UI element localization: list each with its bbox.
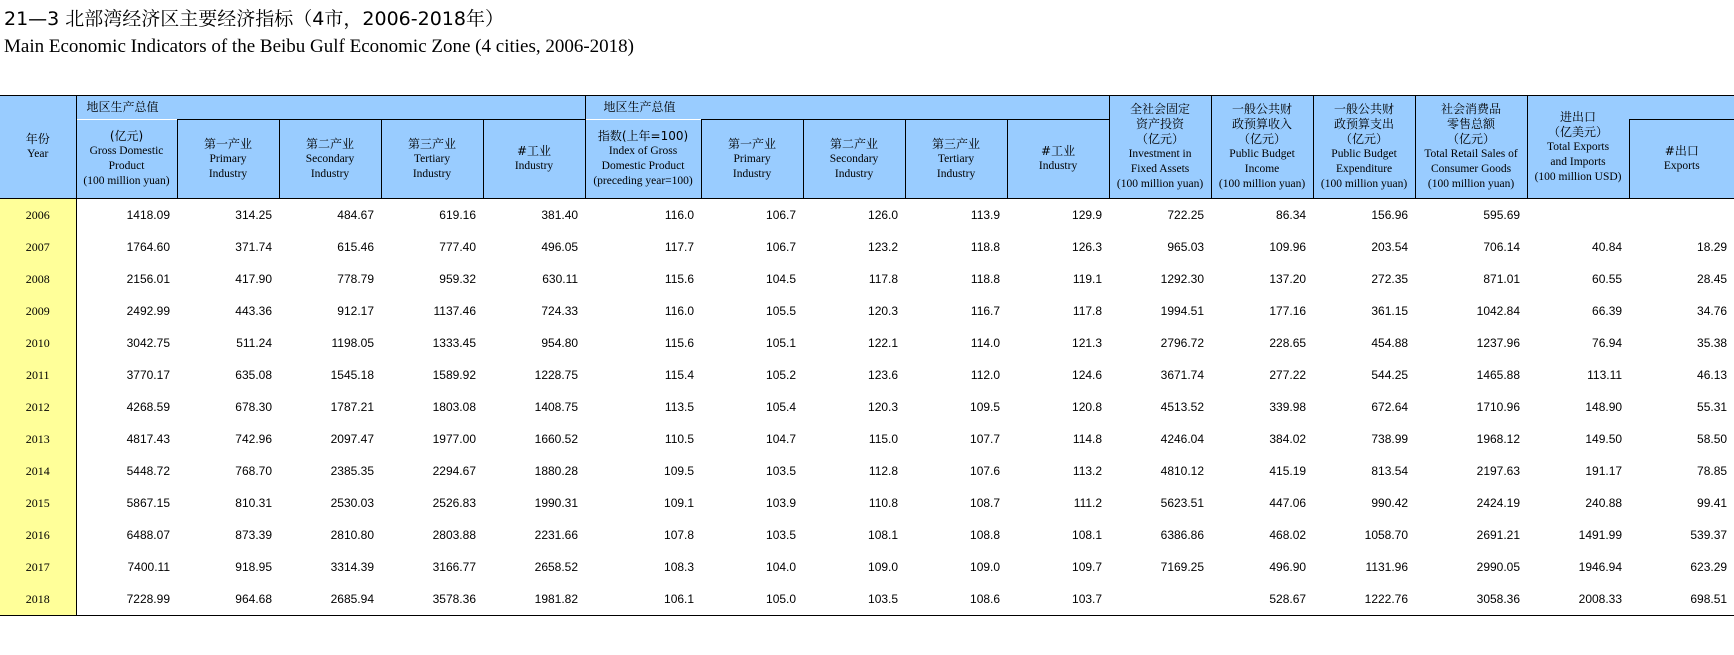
- value-cell: 46.13: [1697, 368, 1728, 382]
- value-cell: 117.8: [868, 272, 899, 286]
- table-row: [0, 263, 1734, 295]
- table-title-english: Main Economic Indicators of the Beibu Gulf Economic Zone (4 cities, 2006-2018): [4, 36, 635, 57]
- gdp-header: (亿元) Gross Domestic Product (100 million yuan): [76, 120, 177, 199]
- value-cell: 110.8: [868, 496, 899, 510]
- year-header: [0, 96, 76, 199]
- value-cell: 1465.88: [1476, 368, 1521, 382]
- value-cell: 123.6: [868, 368, 899, 382]
- year-cell: 2009: [0, 295, 76, 327]
- budget-expenditure-header: 一般公共财 政预算支出 （亿元） Public Budget Expenditure (100 million yuan): [1313, 96, 1415, 199]
- value-cell: 120.3: [868, 400, 899, 414]
- value-cell: 5623.51: [1160, 496, 1205, 510]
- value-cell: 272.35: [1371, 272, 1409, 286]
- value-cell: 123.2: [868, 240, 899, 254]
- gdp-header-cn1: 地区生产总值: [86, 100, 159, 114]
- value-cell: 103.7: [1007, 583, 1109, 616]
- value-cell: 105.4: [766, 400, 797, 414]
- year-cell: 2012: [0, 391, 76, 423]
- value-cell: 119.1: [1072, 272, 1103, 286]
- value-cell: 539.37: [1690, 528, 1728, 542]
- trade-header: 进出口 （亿美元） Total Exports and Imports (100 million USD): [1527, 96, 1629, 199]
- value-cell: 40.84: [1592, 240, 1623, 254]
- value-cell: 2990.05: [1476, 560, 1521, 574]
- gdp-index-header: 指数(上年=100) Index of Gross Domestic Product (preceding year=100): [585, 120, 701, 199]
- value-cell: 6488.07: [126, 528, 170, 542]
- year-cell: 2008: [0, 263, 76, 295]
- value-cell: 672.64: [1371, 400, 1409, 414]
- retail-sales-header: 社会消费品 零售总额 （亿元） Total Retail Sales of Consumer Goods (100 million yuan): [1415, 96, 1527, 199]
- value-cell: 768.70: [235, 464, 272, 478]
- value-cell: 777.40: [439, 240, 476, 254]
- value-cell: 3042.75: [126, 336, 170, 350]
- value-cell: 1981.82: [483, 583, 585, 616]
- value-cell: 1803.08: [432, 400, 476, 414]
- value-cell: 149.50: [1585, 432, 1623, 446]
- value-cell: 1333.45: [432, 336, 476, 350]
- value-cell: 468.02: [1269, 528, 1307, 542]
- value-cell: 108.6: [905, 583, 1007, 616]
- value-cell: 107.6: [970, 464, 1001, 478]
- value-cell: 623.29: [1690, 560, 1728, 574]
- value-cell: 120.8: [1072, 400, 1103, 414]
- year-header-cn: 年份: [25, 132, 50, 146]
- value-cell: 156.96: [1313, 199, 1415, 232]
- value-cell: 104.0: [766, 560, 797, 574]
- value-cell: 113.5: [664, 400, 695, 414]
- value-cell: 698.51: [1629, 583, 1734, 616]
- year-cell: 2015: [0, 487, 76, 519]
- value-cell: 103.5: [803, 583, 905, 616]
- year-header-en: Year: [27, 148, 49, 160]
- value-cell: 1222.76: [1313, 583, 1415, 616]
- economic-indicators-table: [0, 95, 1734, 616]
- value-cell: 1042.84: [1476, 304, 1521, 318]
- value-cell: 18.29: [1697, 240, 1728, 254]
- value-cell: 619.16: [381, 199, 483, 232]
- value-cell: 103.5: [766, 464, 797, 478]
- value-cell: 2424.19: [1476, 496, 1521, 510]
- value-cell: 120.3: [868, 304, 899, 318]
- value-cell: 361.15: [1371, 304, 1409, 318]
- value-cell: 544.25: [1371, 368, 1409, 382]
- value-cell: 990.42: [1371, 496, 1409, 510]
- value-cell: 339.98: [1269, 400, 1307, 414]
- value-cell: 103.5: [766, 528, 797, 542]
- value-cell: 1137.46: [433, 304, 476, 318]
- value-cell: 129.9: [1007, 199, 1109, 232]
- value-cell: 3314.39: [330, 560, 374, 574]
- value-cell: 496.05: [541, 240, 579, 254]
- value-cell: 873.39: [235, 528, 272, 542]
- value-cell: 28.45: [1697, 272, 1728, 286]
- value-cell: 6386.86: [1160, 528, 1205, 542]
- value-cell: 107.7: [970, 432, 1001, 446]
- value-cell: 1198.05: [331, 336, 374, 350]
- value-cell: 4268.59: [126, 400, 170, 414]
- value-cell: 443.36: [235, 304, 272, 318]
- value-cell: 742.96: [235, 432, 272, 446]
- year-cell: 2010: [0, 327, 76, 359]
- table-title-chinese: 21—3 北部湾经济区主要经济指标（4市，2006-2018年）: [4, 8, 504, 30]
- value-cell: 635.08: [235, 368, 272, 382]
- value-cell: 76.94: [1592, 336, 1623, 350]
- value-cell: [1629, 199, 1734, 232]
- exports-header-top: [1629, 96, 1734, 120]
- value-cell: 114.8: [1072, 432, 1103, 446]
- value-cell: 3166.77: [432, 560, 476, 574]
- value-cell: 109.5: [664, 464, 695, 478]
- value-cell: 4246.04: [1160, 432, 1205, 446]
- index-header-cn1: 地区生产总值: [603, 100, 676, 114]
- value-cell: 2097.47: [330, 432, 374, 446]
- value-cell: 2685.94: [279, 583, 381, 616]
- value-cell: 3671.74: [1160, 368, 1205, 382]
- value-cell: 964.68: [177, 583, 279, 616]
- table-row: [0, 455, 1734, 487]
- value-cell: 110.5: [664, 432, 695, 446]
- value-cell: 2156.01: [126, 272, 170, 286]
- value-cell: 109.96: [1269, 240, 1307, 254]
- value-cell: 778.79: [337, 272, 374, 286]
- value-cell: 724.33: [541, 304, 579, 318]
- value-cell: 137.20: [1269, 272, 1307, 286]
- value-cell: 1589.92: [432, 368, 476, 382]
- table-row: [0, 231, 1734, 263]
- value-cell: 106.7: [701, 199, 803, 232]
- value-cell: 111.2: [1073, 496, 1103, 510]
- value-cell: 108.8: [970, 528, 1001, 542]
- value-cell: 3058.36: [1415, 583, 1527, 616]
- value-cell: 1994.51: [1160, 304, 1205, 318]
- value-cell: 415.19: [1269, 464, 1307, 478]
- value-cell: 959.32: [439, 272, 476, 286]
- value-cell: 1946.94: [1578, 560, 1623, 574]
- value-cell: 912.17: [337, 304, 374, 318]
- value-cell: 104.7: [766, 432, 797, 446]
- value-cell: 191.17: [1585, 464, 1623, 478]
- value-cell: 109.5: [970, 400, 1001, 414]
- value-cell: 124.6: [1072, 368, 1103, 382]
- value-cell: 60.55: [1592, 272, 1623, 286]
- value-cell: 871.01: [1483, 272, 1521, 286]
- year-cell: 2018: [0, 583, 76, 616]
- table-row: [0, 423, 1734, 455]
- value-cell: 965.03: [1167, 240, 1205, 254]
- primary-industry-header: 第一产业 Primary Industry: [177, 120, 279, 199]
- gdp-group-header: [76, 96, 585, 120]
- value-cell: 3578.36: [381, 583, 483, 616]
- value-cell: 371.74: [235, 240, 272, 254]
- value-cell: 2294.67: [432, 464, 476, 478]
- value-cell: 118.8: [970, 240, 1001, 254]
- value-cell: 1880.28: [534, 464, 579, 478]
- value-cell: 35.38: [1697, 336, 1728, 350]
- value-cell: 106.7: [766, 240, 797, 254]
- value-cell: 113.11: [1587, 368, 1623, 382]
- index-primary-industry-header: 第一产业 Primary Industry: [701, 120, 803, 199]
- gdp-index-group-header: [585, 96, 1109, 120]
- value-cell: 105.1: [766, 336, 797, 350]
- value-cell: 99.41: [1697, 496, 1728, 510]
- value-cell: 112.0: [970, 368, 1001, 382]
- value-cell: 447.06: [1269, 496, 1307, 510]
- year-cell: 2017: [0, 551, 76, 583]
- value-cell: 109.0: [970, 560, 1001, 574]
- value-cell: 126.0: [803, 199, 905, 232]
- table-row: [0, 551, 1734, 583]
- value-cell: 86.34: [1211, 199, 1313, 232]
- year-cell: 2007: [0, 231, 76, 263]
- budget-income-header: 一般公共财 政预算收入 （亿元） Public Budget Income (100 million yuan): [1211, 96, 1313, 199]
- table-row: [0, 327, 1734, 359]
- table-body: [0, 199, 1734, 616]
- value-cell: 2796.72: [1160, 336, 1205, 350]
- value-cell: 112.8: [868, 464, 899, 478]
- year-cell: 2016: [0, 519, 76, 551]
- value-cell: 108.1: [1072, 528, 1103, 542]
- value-cell: 105.2: [766, 368, 797, 382]
- exports-header: #出口 Exports: [1629, 120, 1734, 199]
- value-cell: 107.8: [664, 528, 695, 542]
- value-cell: 2492.99: [126, 304, 170, 318]
- value-cell: 109.1: [664, 496, 695, 510]
- value-cell: 126.3: [1072, 240, 1103, 254]
- value-cell: 1977.00: [432, 432, 476, 446]
- value-cell: 122.1: [868, 336, 899, 350]
- value-cell: 240.88: [1585, 496, 1623, 510]
- value-cell: 2691.21: [1476, 528, 1521, 542]
- value-cell: 738.99: [1371, 432, 1409, 446]
- value-cell: 2530.03: [330, 496, 374, 510]
- value-cell: 1418.09: [76, 199, 177, 232]
- value-cell: 496.90: [1269, 560, 1307, 574]
- value-cell: [1527, 199, 1629, 232]
- value-cell: 113.9: [905, 199, 1007, 232]
- value-cell: 484.67: [279, 199, 381, 232]
- value-cell: 117.8: [1072, 304, 1103, 318]
- investment-header: 全社会固定 资产投资 （亿元） Investment in Fixed Assets (100 million yuan): [1109, 96, 1211, 199]
- table-row: [0, 295, 1734, 327]
- value-cell: 1228.75: [534, 368, 579, 382]
- value-cell: 528.67: [1211, 583, 1313, 616]
- value-cell: 918.95: [235, 560, 272, 574]
- value-cell: 104.5: [766, 272, 797, 286]
- value-cell: 810.31: [235, 496, 272, 510]
- value-cell: 1968.12: [1476, 432, 1521, 446]
- value-cell: 1131.96: [1365, 560, 1409, 574]
- value-cell: [1109, 583, 1211, 616]
- value-cell: 228.65: [1269, 336, 1307, 350]
- value-cell: 121.3: [1072, 336, 1103, 350]
- value-cell: 1058.70: [1364, 528, 1409, 542]
- value-cell: 105.0: [701, 583, 803, 616]
- value-cell: 615.46: [337, 240, 374, 254]
- value-cell: 706.14: [1483, 240, 1521, 254]
- value-cell: 2658.52: [534, 560, 579, 574]
- value-cell: 1990.31: [534, 496, 579, 510]
- value-cell: 106.1: [585, 583, 701, 616]
- value-cell: 109.0: [868, 560, 899, 574]
- value-cell: 954.80: [541, 336, 579, 350]
- value-cell: 108.1: [868, 528, 899, 542]
- value-cell: 722.25: [1109, 199, 1211, 232]
- value-cell: 630.11: [542, 272, 579, 286]
- value-cell: 1710.96: [1476, 400, 1521, 414]
- value-cell: 7400.11: [127, 560, 170, 574]
- value-cell: 7228.99: [76, 583, 177, 616]
- value-cell: 1292.30: [1160, 272, 1205, 286]
- value-cell: 66.39: [1592, 304, 1623, 318]
- value-cell: 5867.15: [126, 496, 170, 510]
- value-cell: 116.0: [585, 199, 701, 232]
- value-cell: 115.6: [664, 272, 695, 286]
- value-cell: 109.7: [1072, 560, 1103, 574]
- value-cell: 2526.83: [432, 496, 476, 510]
- value-cell: 314.25: [177, 199, 279, 232]
- value-cell: 4513.52: [1160, 400, 1205, 414]
- value-cell: 678.30: [235, 400, 272, 414]
- value-cell: 1660.52: [534, 432, 579, 446]
- value-cell: 813.54: [1371, 464, 1409, 478]
- value-cell: 277.22: [1269, 368, 1307, 382]
- value-cell: 203.54: [1371, 240, 1409, 254]
- value-cell: 2008.33: [1527, 583, 1629, 616]
- value-cell: 103.9: [766, 496, 797, 510]
- value-cell: 105.5: [766, 304, 797, 318]
- value-cell: 1764.60: [126, 240, 170, 254]
- value-cell: 3770.17: [126, 368, 170, 382]
- value-cell: 2803.88: [432, 528, 476, 542]
- value-cell: 417.90: [235, 272, 272, 286]
- table-row: [0, 359, 1734, 391]
- value-cell: 2810.80: [330, 528, 374, 542]
- value-cell: 1237.96: [1476, 336, 1521, 350]
- value-cell: 108.3: [664, 560, 695, 574]
- value-cell: 1491.99: [1578, 528, 1623, 542]
- secondary-industry-header: 第二产业 Secondary Industry: [279, 120, 381, 199]
- value-cell: 381.40: [483, 199, 585, 232]
- tertiary-industry-header: 第三产业 Tertiary Industry: [381, 120, 483, 199]
- table-row: [0, 583, 1734, 616]
- table-row: [0, 199, 1734, 232]
- value-cell: 113.2: [1072, 464, 1103, 478]
- value-cell: 117.7: [664, 240, 695, 254]
- value-cell: 116.0: [664, 304, 695, 318]
- value-cell: 1408.75: [534, 400, 579, 414]
- value-cell: 115.4: [664, 368, 695, 382]
- value-cell: 2231.66: [534, 528, 579, 542]
- value-cell: 34.76: [1697, 304, 1728, 318]
- value-cell: 148.90: [1585, 400, 1623, 414]
- year-cell: 2011: [0, 359, 76, 391]
- value-cell: 115.0: [868, 432, 899, 446]
- value-cell: 1545.18: [330, 368, 374, 382]
- value-cell: 1787.21: [330, 400, 374, 414]
- value-cell: 78.85: [1697, 464, 1728, 478]
- table-row: [0, 519, 1734, 551]
- index-secondary-industry-header: 第二产业 Secondary Industry: [803, 120, 905, 199]
- table-row: [0, 391, 1734, 423]
- value-cell: 511.24: [236, 336, 272, 350]
- value-cell: 118.8: [970, 272, 1001, 286]
- value-cell: 7169.25: [1160, 560, 1205, 574]
- value-cell: 2385.35: [330, 464, 374, 478]
- year-cell: 2006: [0, 199, 76, 232]
- value-cell: 116.7: [970, 304, 1001, 318]
- industry-header: #工业 Industry: [483, 120, 585, 199]
- value-cell: 454.88: [1371, 336, 1409, 350]
- table-row: [0, 487, 1734, 519]
- value-cell: 177.16: [1269, 304, 1307, 318]
- value-cell: 4810.12: [1160, 464, 1205, 478]
- value-cell: 108.7: [970, 496, 1001, 510]
- value-cell: 384.02: [1269, 432, 1307, 446]
- index-tertiary-industry-header: 第三产业 Tertiary Industry: [905, 120, 1007, 199]
- year-cell: 2014: [0, 455, 76, 487]
- value-cell: 114.0: [970, 336, 1001, 350]
- value-cell: 55.31: [1697, 400, 1728, 414]
- value-cell: 2197.63: [1476, 464, 1521, 478]
- year-cell: 2013: [0, 423, 76, 455]
- value-cell: 58.50: [1697, 432, 1728, 446]
- value-cell: 595.69: [1415, 199, 1527, 232]
- value-cell: 115.6: [664, 336, 695, 350]
- value-cell: 5448.72: [126, 464, 170, 478]
- value-cell: 4817.43: [126, 432, 170, 446]
- index-industry-header: #工业 Industry: [1007, 120, 1109, 199]
